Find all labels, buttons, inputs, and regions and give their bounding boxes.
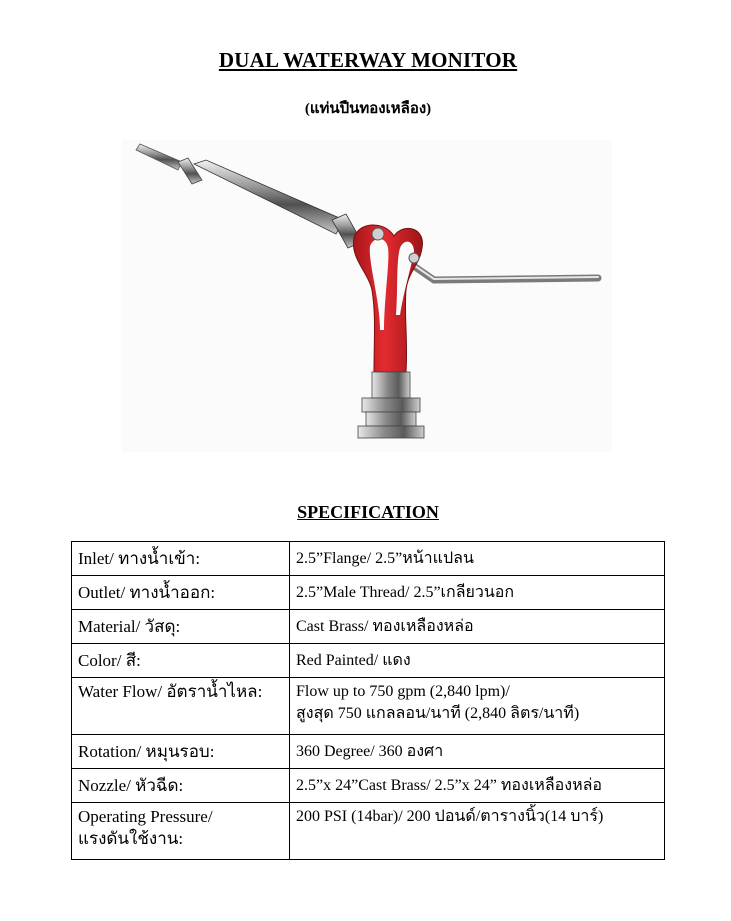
spec-value-water-flow-line2: สูงสุด 750 แกลลอน/นาที (2,840 ลิตร/นาที) <box>296 705 580 722</box>
spec-label-operating-pressure-line1: Operating Pressure/ <box>78 807 213 826</box>
spec-label-nozzle: Nozzle/ หัวฉีด: <box>72 769 290 803</box>
table-row <box>72 735 665 769</box>
table-row <box>72 678 665 735</box>
spec-value-water-flow-line1: Flow up to 750 gpm (2,840 lpm)/ <box>296 683 510 700</box>
spec-label-outlet: Outlet/ ทางน้ำออก: <box>72 576 290 610</box>
table-row <box>72 576 665 610</box>
spec-label-material: Material/ วัสดุ: <box>72 610 290 644</box>
monitor-photo <box>122 140 612 452</box>
specification-table <box>71 541 665 860</box>
spec-label-color: Color/ สี: <box>72 644 290 678</box>
spec-value-nozzle: 2.5”x 24”Cast Brass/ 2.5”x 24” ทองเหลืองหล่อ <box>290 769 665 803</box>
table-row <box>72 542 665 576</box>
spec-value-material: Cast Brass/ ทองเหลืองหล่อ <box>290 610 665 644</box>
spec-value-rotation: 360 Degree/ 360 องศา <box>290 735 665 769</box>
specification-heading: SPECIFICATION <box>297 502 439 522</box>
spec-label-water-flow: Water Flow/ อัตราน้ำไหล: <box>72 678 290 735</box>
table-row <box>72 803 665 860</box>
spec-value-outlet: 2.5”Male Thread/ 2.5”เกลียวนอก <box>290 576 665 610</box>
spec-label-rotation: Rotation/ หมุนรอบ: <box>72 735 290 769</box>
spec-value-color: Red Painted/ แดง <box>290 644 665 678</box>
document-title: DUAL WATERWAY MONITOR <box>218 48 518 72</box>
table-row <box>72 610 665 644</box>
spec-value-inlet: 2.5”Flange/ 2.5”หน้าแปลน <box>290 542 665 576</box>
document-subtitle: (แท่นปืนทองเหลือง) <box>304 101 432 117</box>
spec-value-operating-pressure: 200 PSI (14bar)/ 200 ปอนด์/ตารางนิ้ว(14 บาร์) <box>290 803 665 860</box>
spec-label-operating-pressure-line2: แรงดันใช้งาน: <box>78 829 184 848</box>
table-row <box>72 644 665 678</box>
spec-label-operating-pressure <box>72 803 290 860</box>
table-row <box>72 769 665 803</box>
spec-label-inlet: Inlet/ ทางน้ำเข้า: <box>72 542 290 576</box>
spec-value-water-flow <box>290 678 665 735</box>
